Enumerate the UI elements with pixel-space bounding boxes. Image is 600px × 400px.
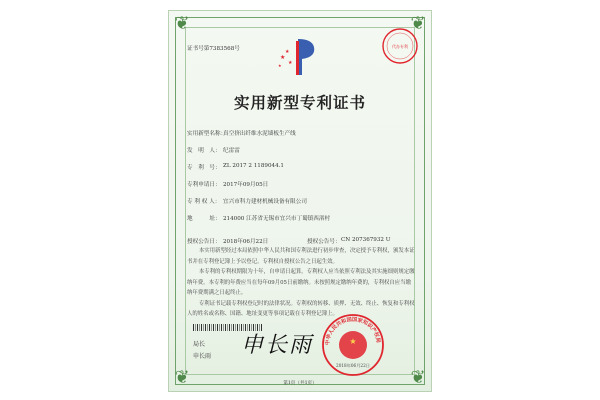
svg-text:★: ★ — [280, 54, 286, 61]
corner-ornament-icon: ❦ — [410, 13, 426, 34]
field-value: 纪雷雷 — [223, 148, 240, 154]
field-value: 214000 江苏省无锡市宜兴市丁蜀镇西渚村 — [223, 216, 331, 222]
company-stamp — [381, 27, 419, 65]
svg-text:★: ★ — [278, 63, 282, 68]
corner-ornament-icon: ❦ — [174, 367, 190, 388]
barcode — [193, 324, 263, 331]
field-label: 授权公告日： — [187, 239, 221, 245]
field-value: 2017年09月05日 — [223, 182, 269, 188]
pub-number-value: CN 207367932 U — [341, 237, 391, 243]
svg-text:★: ★ — [288, 60, 293, 66]
svg-text:代办专利: 代办专利 — [392, 44, 408, 49]
cnipa-logo-icon — [274, 37, 320, 77]
paragraph: 本专利的专利权期限为十年，自申请日起算。专利权人应当依照专利法及其实施细则规定缴纳年费。本专利的年费应当在每年09月05日前缴纳。未按照规定缴纳年费的，专利权自应当缴纳年费期满之日起终止。 — [187, 269, 415, 296]
field-label: 发 明 人： — [187, 148, 221, 154]
paragraph: 本实用新型经过本局依照中华人民共和国专利法进行初步审查，决定授予专利权，颁发本证书并在专利登记簿上予以登记。专利权自授权公告之日起生效。 — [187, 248, 415, 265]
svg-text:中华人民共和国国家知识产权局: 中华人民共和国国家知识产权局 — [324, 316, 381, 346]
svg-text:★: ★ — [349, 337, 357, 346]
corner-ornament-icon: ❦ — [410, 367, 426, 388]
director-title: 局长 — [193, 341, 206, 348]
svg-text:★: ★ — [285, 49, 290, 55]
field-label: 专 利 权 人： — [187, 199, 221, 205]
field-value: 真空挤出纤维水泥墙板生产线 — [223, 131, 296, 137]
certificate-body — [187, 246, 415, 320]
director-name: 申长雨 — [193, 353, 212, 360]
field-value: 宜兴市科力建材机械设备有限公司 — [223, 199, 307, 205]
patent-certificate — [168, 10, 432, 392]
corner-ornament-icon: ❦ — [174, 13, 190, 34]
certificate-title: 实用新型专利证书 — [233, 93, 366, 112]
paragraph: 专利证书记载专利权登记时的法律状况。专利权的转移、质押、无效、终止、恢复和专利权人的姓名或名称、国籍、地址变更等事项记载在专利登记簿上。 — [187, 300, 415, 317]
page-number: 第1页（共1页） — [283, 381, 317, 386]
field-value: 2018年06月22日 — [223, 239, 269, 245]
field-value: ZL 2017 2 1189044.1 — [223, 163, 284, 169]
director-signature: 申长雨 — [241, 333, 314, 358]
certificate-number: 证书号第7383568号 — [187, 46, 240, 52]
svg-text:2018年06月22日: 2018年06月22日 — [336, 363, 370, 368]
field-label: 实用新型名称： — [187, 131, 227, 137]
official-seal — [321, 313, 385, 377]
field-label: 地 址： — [187, 216, 221, 222]
field-label: 专利申请日： — [187, 182, 221, 188]
field-label: 专 利 号： — [187, 165, 221, 171]
pub-number-label: 授权公告号： — [307, 239, 341, 245]
